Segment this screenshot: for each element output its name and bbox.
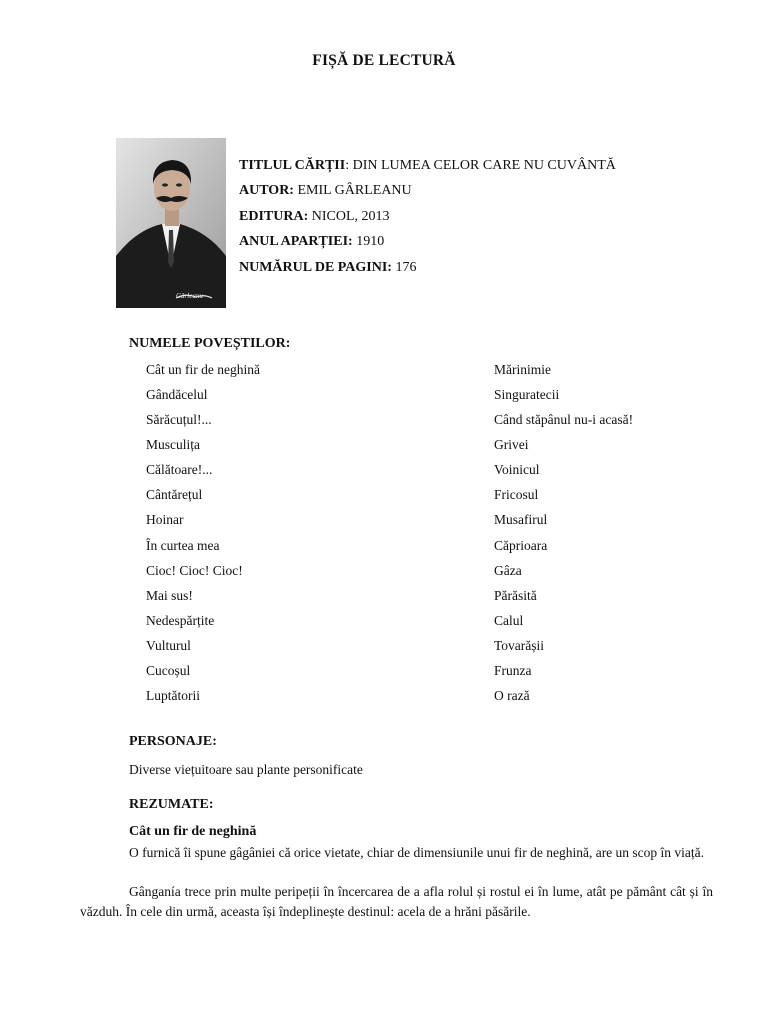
characters-heading: PERSONAJE: <box>129 734 217 749</box>
story-item: Voinicul <box>494 462 540 477</box>
story-item: Sărăcuțul!... <box>146 412 212 427</box>
story-item: Mai sus! <box>146 588 193 603</box>
book-title-line <box>239 158 616 174</box>
story-item: Musculița <box>146 437 200 452</box>
stories-heading: NUMELE POVEȘTILOR: <box>129 336 291 351</box>
story-item: Nedespărțite <box>146 613 215 628</box>
summary-paragraph-2: Gânganía trece prin multe peripeții în încercarea de a afla rolul și rostul ei în lume, atât pe pământ cât și în văzduh. În cele din urmă, aceasta își îndeplinește destinul: acela de a hrăni păsările. <box>80 884 713 919</box>
story-item: Cucoșul <box>146 663 191 678</box>
book-title-label: TITLUL CĂRȚII <box>239 158 346 173</box>
story-item: Calul <box>494 613 524 628</box>
portrait-signature: Gârleanu <box>176 292 203 300</box>
story-item: O rază <box>494 688 530 703</box>
story-item: Gândăcelul <box>146 387 208 402</box>
story-item: Vulturul <box>146 638 191 653</box>
story-item: Când stăpânul nu-i acasă! <box>494 412 634 427</box>
publisher-value: NICOL, 2013 <box>308 209 390 224</box>
story-item: În curtea mea <box>146 538 220 553</box>
story-item: Cât un fir de neghină <box>146 362 260 377</box>
story-item: Mărinimie <box>494 362 551 377</box>
story-item: Grivei <box>494 437 529 452</box>
author-label: AUTOR: <box>239 183 294 198</box>
summary-paragraph-1: O furnică îi spune gâgâniei că orice vietate, chiar de dimensiunile unui fir de neghină, are un scop în viață. <box>129 845 705 860</box>
summary-heading: REZUMATE: <box>129 797 214 812</box>
story-item: Fricosul <box>494 487 539 502</box>
page-title: FIȘĂ DE LECTURĂ <box>312 52 456 69</box>
story-item: Părăsită <box>494 588 537 603</box>
story-item: Hoinar <box>146 512 184 527</box>
publisher-label: EDITURA: <box>239 209 309 224</box>
publisher-line <box>239 209 390 225</box>
summary-story-title: Cât un fir de neghină <box>129 824 257 839</box>
story-item: Musafirul <box>494 512 548 527</box>
book-title-value: : DIN LUMEA CELOR CARE NU CUVÂNTĂ <box>345 158 616 173</box>
story-item: Cântărețul <box>146 487 203 502</box>
story-item: Luptătorii <box>146 688 200 703</box>
pages-label: NUMĂRUL DE PAGINI: <box>239 260 392 275</box>
story-item: Frunza <box>494 663 532 678</box>
story-item: Cioc! Cioc! Cioc! <box>146 563 243 578</box>
year-label: ANUL APARȚIEI: <box>239 234 353 249</box>
story-item: Tovarășii <box>494 638 545 653</box>
story-item: Călătoare!... <box>146 462 213 477</box>
pages-value: 176 <box>391 260 417 275</box>
story-item: Singuratecii <box>494 387 560 402</box>
characters-text: Diverse viețuitoare sau plante personificate <box>129 762 363 777</box>
story-item: Căprioara <box>494 538 548 553</box>
pages-line <box>239 260 416 276</box>
author-portrait-drawing <box>116 138 226 308</box>
author-portrait <box>116 138 226 308</box>
year-line <box>239 234 384 250</box>
author-value: EMIL GÂRLEANU <box>293 183 412 198</box>
author-line <box>239 183 412 199</box>
year-value: 1910 <box>352 234 385 249</box>
story-item: Gâza <box>494 563 522 578</box>
